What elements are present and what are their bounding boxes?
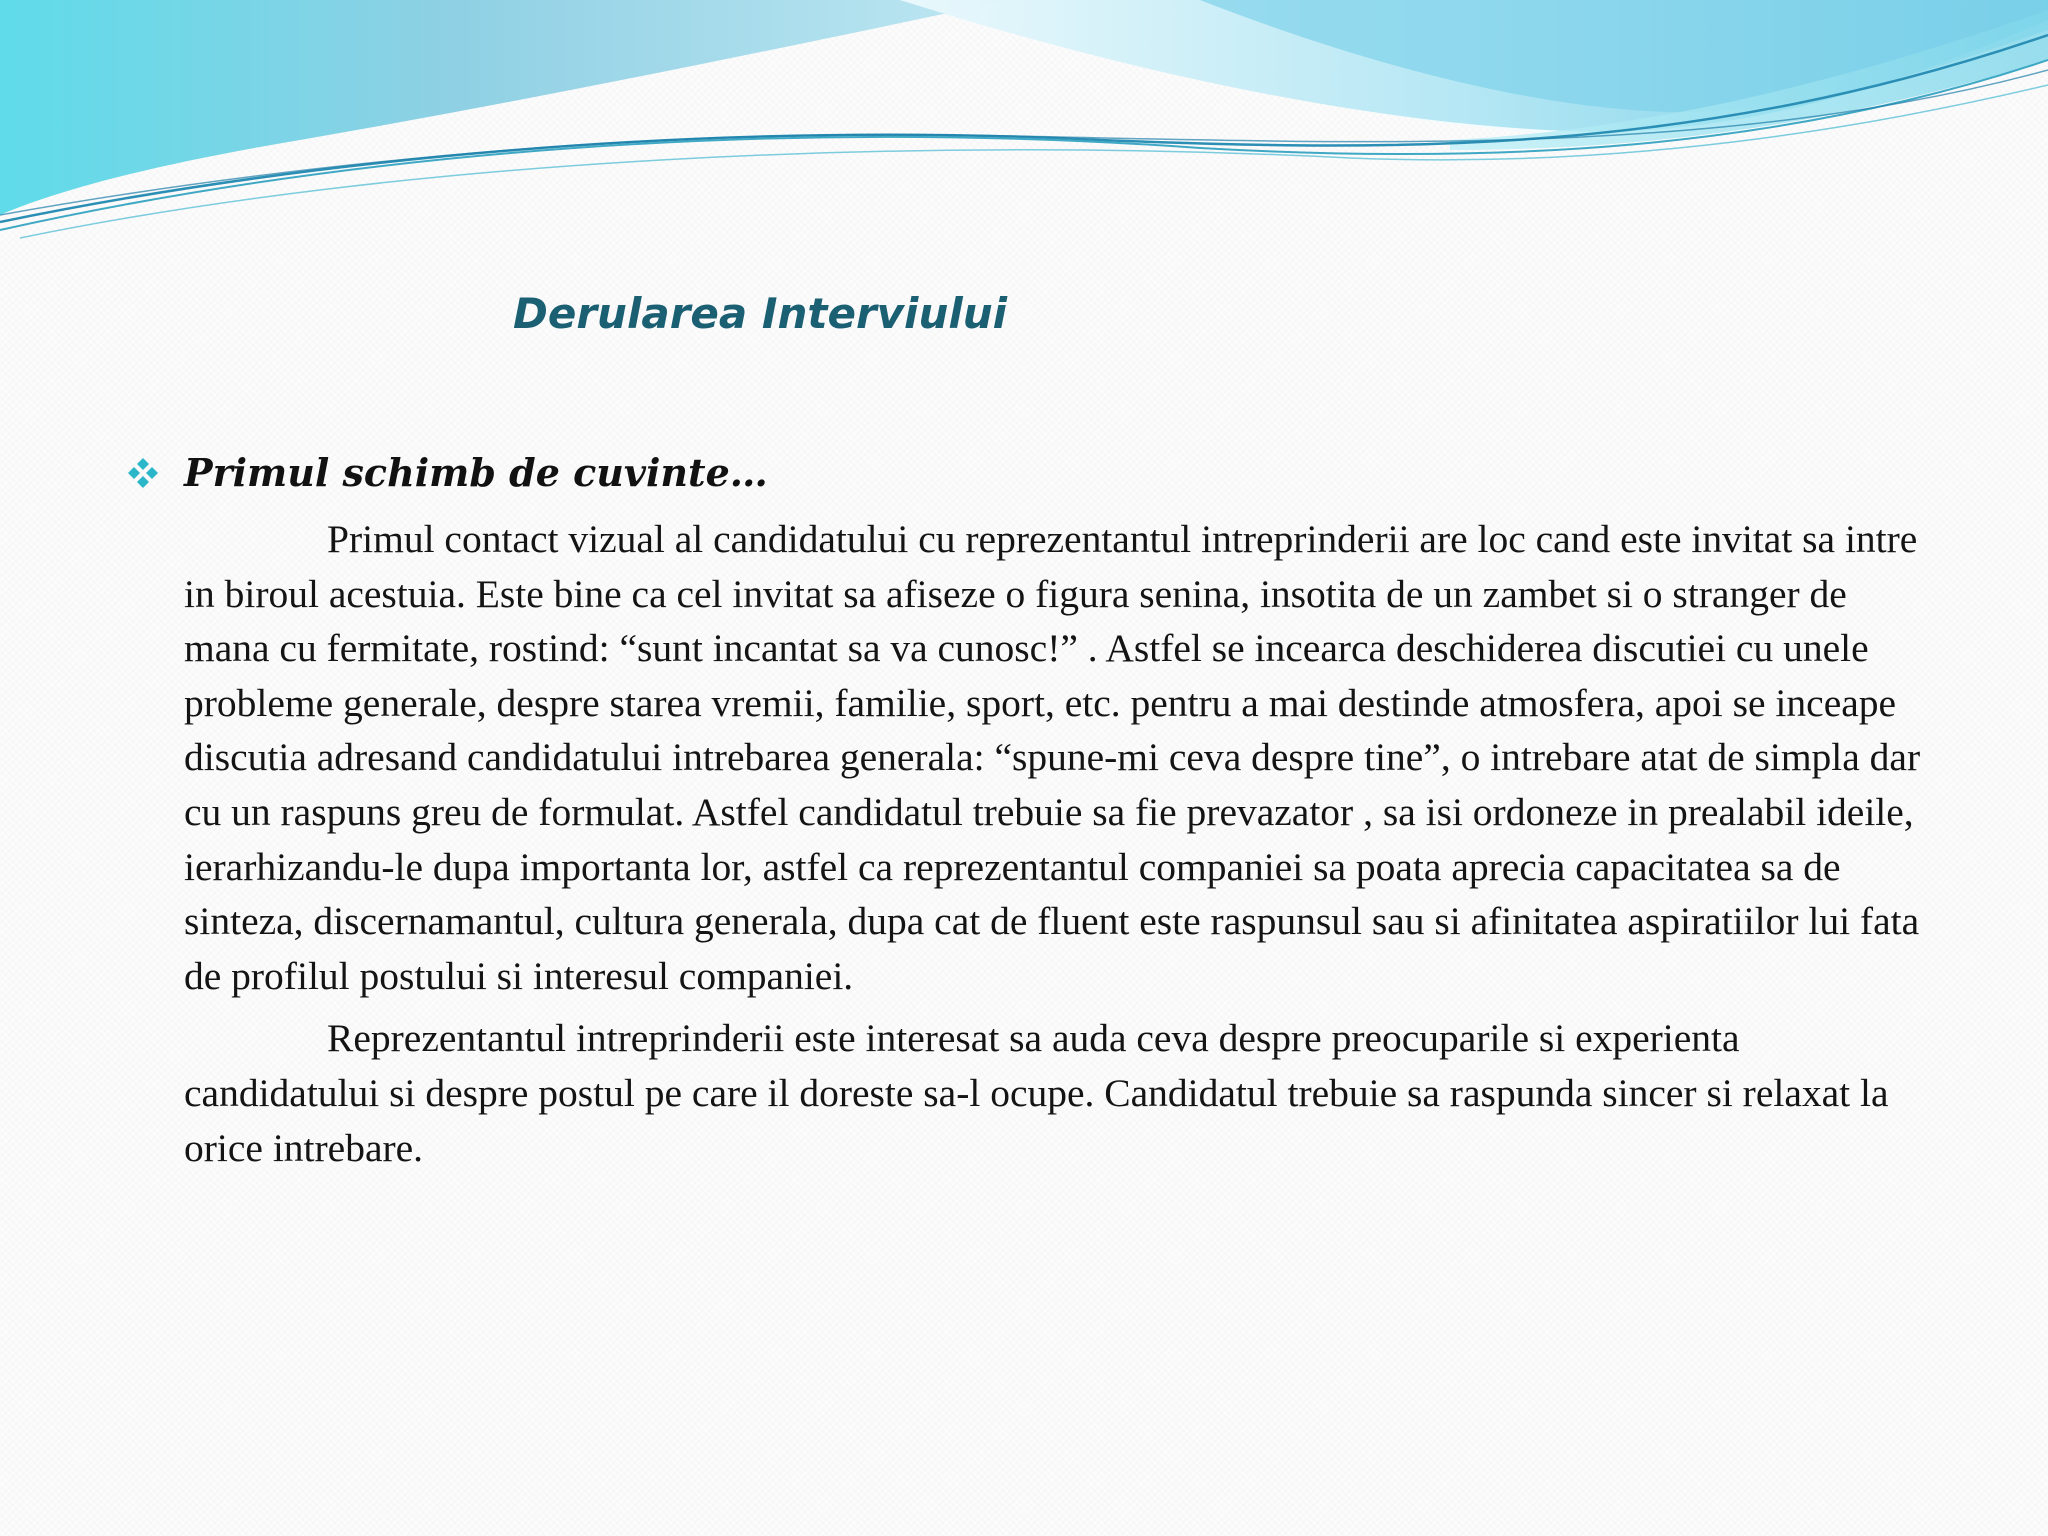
paragraph-1: Primul contact vizual al candidatului cu reprezentantul intreprinderii are loc cand este invitat sa intre in biroul acestuia. Este bine ca cel invitat sa afiseze o figura senina, insotita de un zambet si o stranger de mana cu fermitate, rostind: “sunt incantat sa va cunosc!” . Astfel se incearca deschiderea discutiei cu unele probleme generale, despre starea vremii, familie, sport, etc. pentru a mai destinde atmosfera, apoi se inceape discutia adresand candidatului intrebarea generala: “spune-mi ceva despre tine”, o intrebare atat de simpla dar cu un raspuns greu de formulat. Astfel candidatul trebuie sa fie prevazator , sa isi ordoneze in prealabil ideile, ierarhizandu-le dupa importanta lor, astfel ca reprezentantul companiei sa poata aprecia capacitatea sa de sinteza, discernamantul, cultura generala, dupa cat de fluent este raspunsul sau si afinitatea aspiratiilor lui fata de profilul postului si interesul companiei. xyxy=(184,517,1921,998)
slide-title: Derularea Interviului xyxy=(513,289,1008,338)
section-heading: Primul schimb de cuvinte… xyxy=(184,450,768,495)
section-bullet xyxy=(126,446,768,500)
body-text xyxy=(184,512,1934,1183)
diamond-four-bullet-icon xyxy=(126,456,160,490)
paragraph-2: Reprezentantul intreprinderii este interesat sa auda ceva despre preocuparile si experienta candidatului si despre postul pe care il doreste sa-l ocupe. Candidatul trebuie sa raspunda sincer si relaxat la orice intrebare. xyxy=(184,1016,1889,1170)
header-wave-decoration xyxy=(0,0,2048,240)
